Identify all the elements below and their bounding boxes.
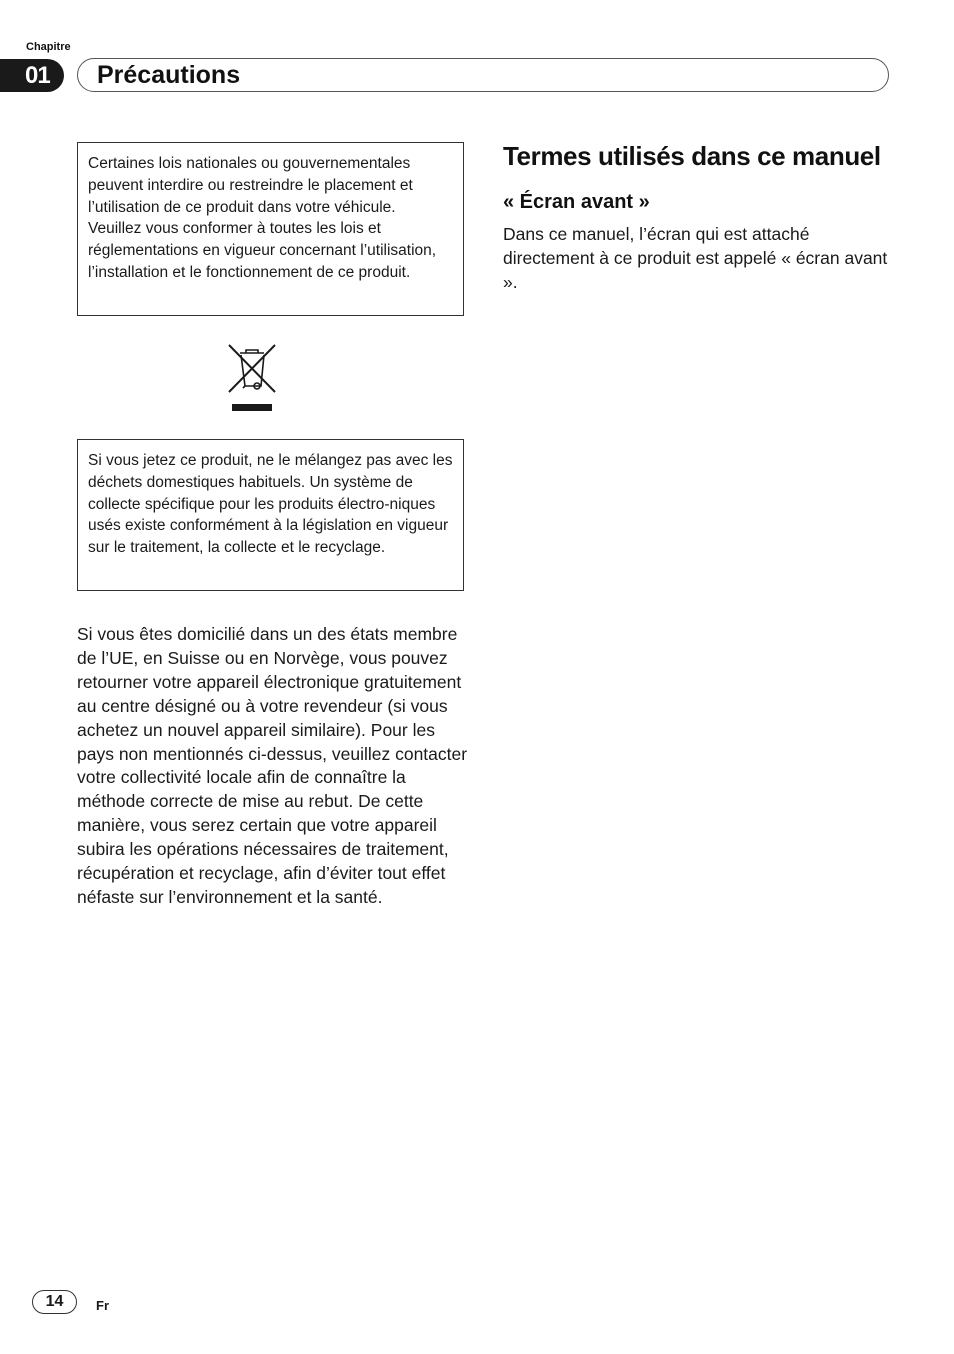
section-text: Dans ce manuel, l’écran qui est attaché directement à ce produit est appelé « écran avant ». [503, 224, 888, 292]
chapter-label: Chapitre [26, 41, 71, 53]
language-code: Fr [96, 1298, 109, 1313]
legal-notice-box [77, 142, 464, 316]
legal-notice-text: Certaines lois nationales ou gouvernementales peuvent interdire ou restreindre le placement et l’utilisation de ce produit dans votre véhicule. Veuillez vous conformer à toutes les lois et réglementations en vigueur concernant l’utilisation, l’installation et le fonctionnement de ce produit. [88, 155, 437, 281]
sub-heading: « Écran avant » [503, 191, 650, 213]
chapter-title: Précautions [97, 61, 241, 89]
disposal-paragraph: Si vous êtes domicilié dans un des états membre de l’UE, en Suisse ou en Norvège, vous pouvez retourner votre appareil électronique gratuitement au centre désigné ou à votre revendeur (si vous achetez un nouvel appareil similaire). Pour les pays non mentionnés ci-dessus, veuillez contacter votre collectivité locale afin de connaître la méthode correcte de mise au rebut. De cette manière, vous serez certain que votre appareil subira les opérations nécessaires de traitement, récupération et recyclage, afin d’éviter tout effet néfaste sur l’environnement et la santé. [77, 624, 468, 907]
page-number: 14 [32, 1290, 77, 1314]
section-heading: Termes utilisés dans ce manuel [503, 141, 881, 171]
chapter-title-bar [77, 58, 889, 92]
disposal-notice-text: Si vous jetez ce produit, ne le mélangez pas avec les déchets domestiques habituels. Un système de collecte spécifique pour les produits électro-niques usés existe conformément à la législation en vigueur sur le traitement, la collecte et le recyclage. [88, 452, 453, 557]
disposal-notice-box [77, 439, 464, 591]
crossed-out-wheelie-bin-icon [226, 342, 278, 414]
chapter-number-badge: 01 [0, 59, 64, 92]
